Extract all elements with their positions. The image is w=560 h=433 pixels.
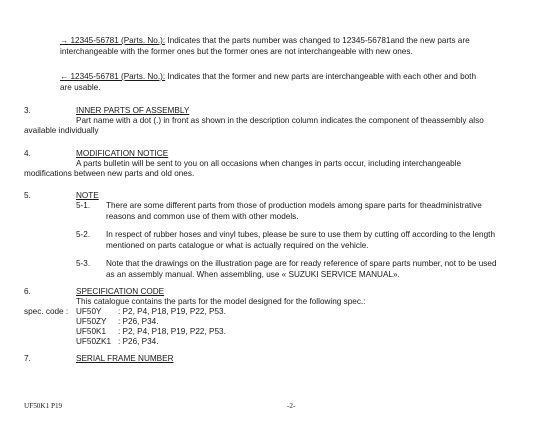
spec-pages-3: : P26, P34. xyxy=(118,337,159,346)
spec-code-0: UF50Y xyxy=(76,307,102,316)
section-3-heading: INNER PARTS OF ASSEMBLY xyxy=(76,106,190,115)
note-5-2-line-1: In respect of rubber hoses and vinyl tubes, please be sure to use them by cutting off according to the length xyxy=(106,230,495,239)
note-5-3-number: 5-3. xyxy=(76,259,91,268)
section-4-number: 4. xyxy=(24,149,31,158)
footer-model-code: UF50K1 P19 xyxy=(24,402,63,410)
note-5-1-line-1: There are some different parts from those of production models among spare parts for theadministrative xyxy=(106,201,482,210)
section-7-heading: SERIAL FRAME NUMBER xyxy=(76,354,174,363)
section-5-heading: NOTE xyxy=(76,191,99,200)
spec-code-1: UF50ZY xyxy=(76,317,107,326)
spec-pages-2: : P2, P4, P18, P19, P22, P53. xyxy=(118,327,226,336)
section-6-heading: SPECIFICATION CODE xyxy=(76,287,165,296)
section-6-number: 6. xyxy=(24,287,31,296)
section-3-number: 3. xyxy=(24,106,31,115)
note-interchangeable-line-1: ← 12345-56781 (Parts. No.): Indicates that the former and new parts are interchangeable with each other and both xyxy=(60,72,477,81)
spec-pages-1: : P26, P34. xyxy=(118,317,159,326)
section-3-line-2: available individually xyxy=(24,126,99,135)
section-4-heading: MODIFICATION NOTICE xyxy=(76,149,169,158)
section-4-line-2: modifications between new parts and old ones. xyxy=(24,169,195,178)
section-7-number: 7. xyxy=(24,354,31,363)
spec-pages-0: : P2, P4, P18, P19, P22, P53. xyxy=(118,307,226,316)
changed-parts-link: → 12345-56781 (Parts. No.): xyxy=(60,36,166,45)
section-5-number: 5. xyxy=(24,191,31,200)
section-4-line-1: A parts bulletin will be sent to you on all occasions when changes in parts occur, including interchangeable xyxy=(76,159,462,168)
note-interchangeable-line-2: are usable. xyxy=(60,83,101,92)
section-6-line-1: This catalogue contains the parts for the model designed for the following spec.: xyxy=(76,297,366,306)
note-5-2-line-2: mentioned on parts catalogue or what is actually required on the vehicle. xyxy=(106,241,369,250)
note-5-1-number: 5-1. xyxy=(76,201,91,210)
note-5-3-line-2: as an assembly manual. When assembling, use « SUZUKI SERVICE MANUAL». xyxy=(106,270,400,279)
spec-code-3: UF50ZK1 xyxy=(76,337,112,346)
interchangeable-parts-link: ← 12345-56781 (Parts. No.): xyxy=(60,72,166,81)
section-3-line-1: Part name with a dot (.) in front as shown in the description column indicates the component of theassembly also xyxy=(76,116,484,125)
note-changed-line-2: interchangeable with the former ones but the former ones are not interchangeable with new ones. xyxy=(60,47,413,56)
spec-code-2: UF50K1 xyxy=(76,327,107,336)
note-changed-line-1: → 12345-56781 (Parts. No.): Indicates that the parts number was changed to 12345-56781and the new parts are xyxy=(60,36,470,45)
spec-code-label: spec. code : xyxy=(24,307,69,316)
note-5-3-line-1: Note that the drawings on the illustration page are for ready reference of spare parts number, not to be used xyxy=(106,259,497,268)
note-5-2-number: 5-2. xyxy=(76,230,91,239)
footer-page-number: -2- xyxy=(287,402,296,410)
note-5-1-line-2: reasons and common use of them with other models. xyxy=(106,212,299,221)
